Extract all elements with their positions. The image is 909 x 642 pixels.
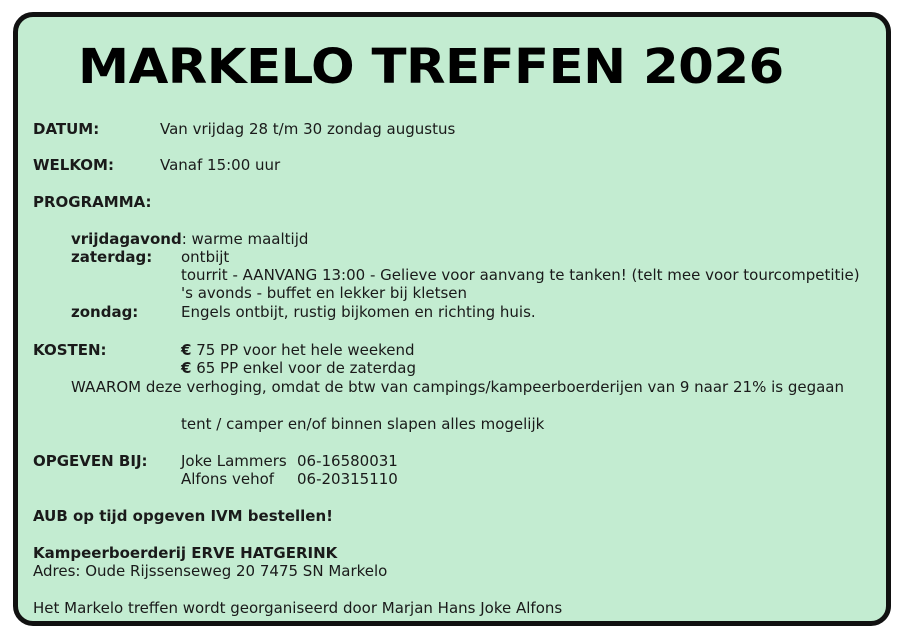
reminder: AUB op tijd opgeven IVM bestellen! (33, 507, 333, 525)
zaterdag-line-3: 's avonds - buffet en lekker bij kletsen (181, 284, 468, 302)
venue-address: Adres: Oude Rijssenseweg 20 7475 SN Markelo (33, 562, 388, 580)
kosten-label: KOSTEN: (33, 341, 107, 359)
kosten-line-2 (181, 359, 416, 377)
vrijdag-value: : warme maaltijd (181, 230, 309, 248)
organizers: Het Markelo treffen wordt georganiseerd door Marjan Hans Joke Alfons (33, 599, 563, 617)
datum-value: Van vrijdag 28 t/m 30 zondag augustus (160, 120, 456, 138)
kosten-line-1-text: 75 PP voor het hele weekend (191, 341, 415, 359)
contact-phone-2: 06-20315110 (297, 470, 398, 488)
programma-label: PROGRAMMA: (33, 193, 152, 211)
zaterdag-line-2: tourrit - AANVANG 13:00 - Gelieve voor aanvang te tanken! (telt mee voor tourcompetitie) (181, 266, 860, 284)
page-title: MARKELO TREFFEN 2026 (78, 39, 784, 95)
welkom-label: WELKOM: (33, 156, 114, 174)
opgeven-label: OPGEVEN BIJ: (33, 452, 148, 470)
contact-name-1: Joke Lammers (181, 452, 287, 470)
euro-sign: € (181, 341, 192, 359)
euro-sign: € (181, 359, 192, 377)
kosten-line-2-text: 65 PP enkel voor de zaterdag (191, 359, 416, 377)
vrijdag-line (71, 230, 308, 248)
kosten-note: WAAROM deze verhoging, omdat de btw van campings/kampeerboerderijen van 9 naar 21% is gegaan (71, 378, 845, 396)
sleep-info: tent / camper en/of binnen slapen alles mogelijk (181, 415, 545, 433)
welkom-value: Vanaf 15:00 uur (160, 156, 281, 174)
vrijdag-label: vrijdagavond (71, 230, 182, 248)
contact-name-2: Alfons vehof (181, 470, 275, 488)
zaterdag-line-1: ontbijt (181, 248, 230, 266)
zaterdag-label: zaterdag: (71, 248, 153, 266)
venue-name: Kampeerboerderij ERVE HATGERINK (33, 544, 338, 562)
zondag-label: zondag: (71, 303, 139, 321)
flyer-card (13, 12, 891, 626)
datum-label: DATUM: (33, 120, 100, 138)
kosten-line-1 (181, 341, 415, 359)
contact-phone-1: 06-16580031 (297, 452, 398, 470)
zondag-value: Engels ontbijt, rustig bijkomen en richting huis. (181, 303, 536, 321)
